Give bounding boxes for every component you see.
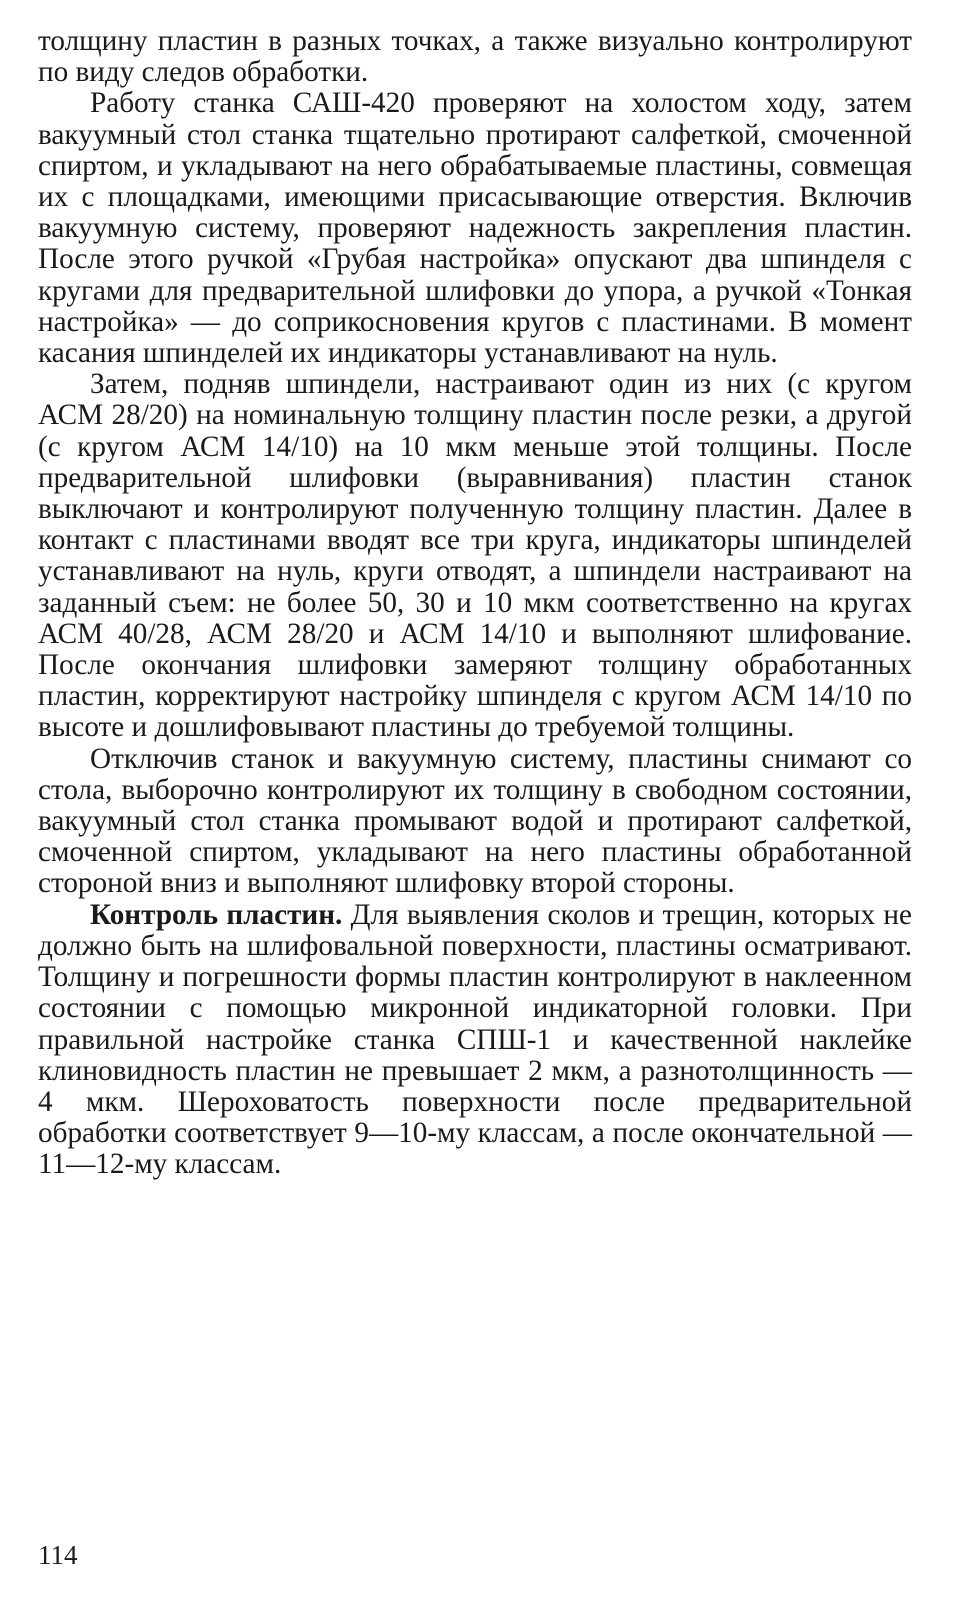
page-body xyxy=(38,26,912,1181)
paragraph-spindle-setup xyxy=(38,369,912,743)
paragraph-second-side xyxy=(38,744,912,900)
run-in-heading: Контроль пластин. xyxy=(90,898,343,931)
paragraph-machine-check xyxy=(38,88,912,369)
page-number: 114 xyxy=(38,1540,78,1570)
paragraph-text: Для выявления сколов и трещин, которых не должно быть на шлифовальной поверхности, пластины осматривают. Толщину и погрешности формы пластин контролируют в наклеенном состоянии с помощью микронной индикаторной головки. При правильной настройке станка СПШ-1 и качественной наклейке клиновидность пластин не превышает 2 мкм, а разнотолщинность — 4 мкм. Шероховатость поверхности после предварительной обработки соответствует 9—10-му классам, а после окончательной — 11—12-му классам. xyxy=(38,898,912,1181)
paragraph-text: Работу станка САШ-420 проверяют на холостом ходу, затем вакуумный стол станка тщательно протирают салфеткой, смоченной спиртом, и укладывают на него обрабатываемые пластины, совмещая их с площадками, имеющими присасывающие отверстия. Включив вакуумную систему, проверяют надежность закрепления пластин. После этого ручкой «Грубая настройка» опускают два шпинделя с кругами для предварительной шлифовки до упора, а ручкой «Тонкая настройка» — до соприкосновения кругов с пластинами. В момент касания шпинделей их индикаторы устанавливают на нуль. xyxy=(38,87,912,370)
paragraph-text: Отключив станок и вакуумную систему, пластины снимают со стола, выборочно контролируют их толщину в свободном состоянии, вакуумный стол станка промывают водой и протирают салфеткой, смоченной спиртом, укладывают на него пластины обработанной стороной вниз и выполняют шлифовку второй стороны. xyxy=(38,742,912,900)
paragraph-plate-control xyxy=(38,900,912,1181)
paragraph-text: Затем, подняв шпиндели, настраивают один из них (с кругом АСМ 28/20) на номинальную толщину пластин после резки, а другой (с кругом АСМ 14/10) на 10 мкм меньше этой толщины. После предварительной шлифовки (выравнивания) пластин станок выключают и контролируют полученную толщину пластин. Далее в контакт с пластинами вводят все три круга, индикаторы шпинделей устанавливают на нуль, круги отводят, а шпиндели настраивают на заданный съем: не более 50, 30 и 10 мкм соответственно на кругах АСМ 40/28, АСМ 28/20 и АСМ 14/10 и выполняют шлифование. После окончания шлифовки замеряют толщину обработанных пластин, корректируют настройку шпинделя с кругом АСМ 14/10 по высоте и дошлифовывают пластины до требуемой толщины. xyxy=(38,368,912,744)
paragraph-text: толщину пластин в разных точках, а также визуально контролируют по виду следов обработки. xyxy=(38,25,912,89)
paragraph-continuation xyxy=(38,26,912,88)
